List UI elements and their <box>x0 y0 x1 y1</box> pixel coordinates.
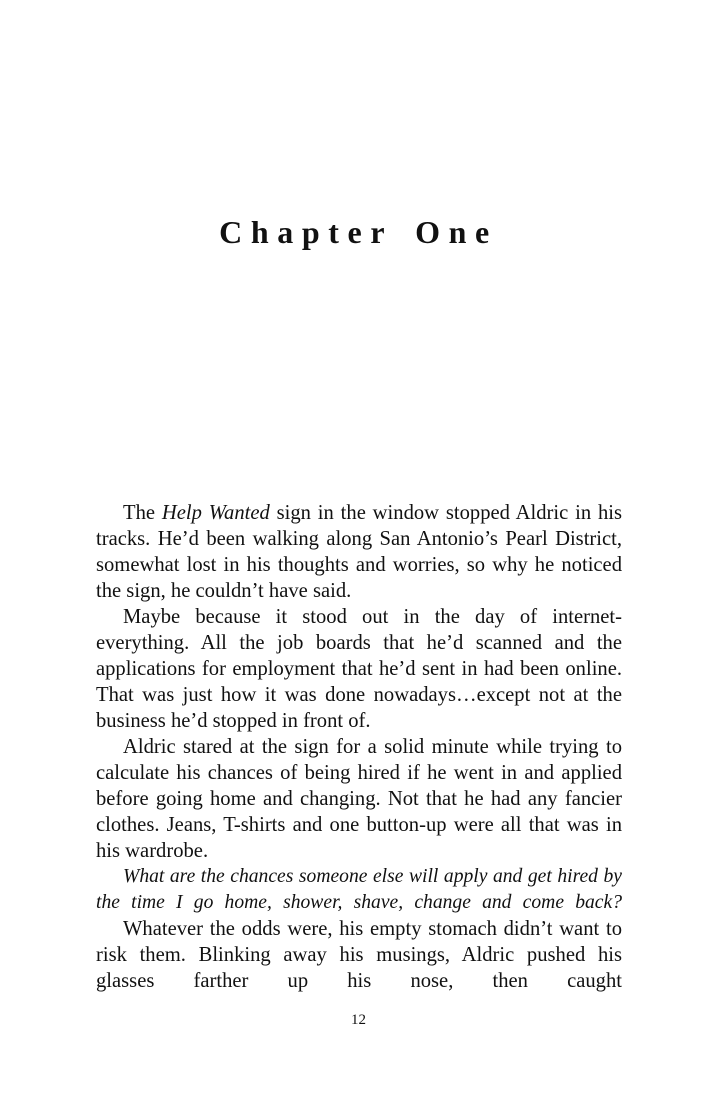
paragraph-2: Maybe because it stood out in the day of internet-everything. All the job boards that he’d scanned and the applications for employment that he’d sent in had been online. That was just how it was done nowadays…except not at the business he’d stopped in front of. <box>96 606 622 732</box>
paragraph-1-rest: sign in the window stopped Aldric in his tracks. He’d been walking along San Antonio’s Pearl District, somewhat lost in his thoughts and worries, so why he noticed the sign, he couldn’t have said. <box>96 502 623 602</box>
page-number: 12 <box>351 1012 366 1028</box>
chapter-title: Chapter One <box>219 214 498 250</box>
chapter-body <box>96 500 622 994</box>
paragraph-5: Whatever the odds were, his empty stomach didn’t want to risk them. Blinking away his musings, Aldric pushed his glasses farther up his nose, then caught <box>96 918 622 992</box>
paragraph-4-thought: What are the chances someone else will apply and get hired by the time I go home, shower, shave, change and come back? <box>96 866 622 913</box>
paragraph-1 <box>96 500 622 604</box>
paragraph-1-lead: The <box>123 502 162 524</box>
help-wanted-emphasis: Help Wanted <box>161 502 270 524</box>
paragraph-3: Aldric stared at the sign for a solid minute while trying to calculate his chances of being hired if he went in and applied before going home and changing. Not that he had any fancier clothes. Jeans, T-shirts and one button-up were all that was in his wardrobe. <box>96 736 622 862</box>
